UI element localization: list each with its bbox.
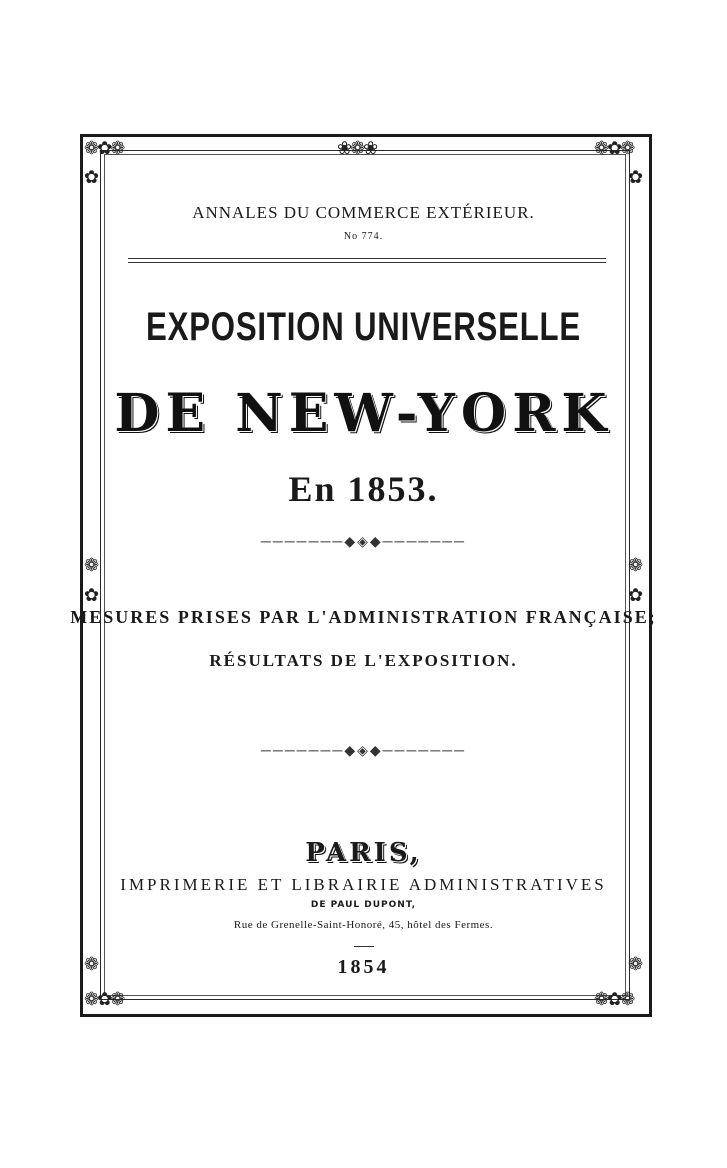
- imprint-address: Rue de Grenelle-Saint-Honoré, 45, hôtel des Fermes.: [233, 919, 494, 931]
- issue-number: No 774.: [343, 231, 384, 242]
- subtitle-line-1: MESURES PRISES PAR L'ADMINISTRATION FRANÇAISE;: [70, 607, 657, 627]
- title-line-1: EXPOSITION UNIVERSELLE: [146, 305, 581, 349]
- side-ornament-icon: ❁: [628, 954, 642, 974]
- top-center-ornament-icon: ❀❁❀: [337, 138, 377, 158]
- side-ornament-icon: ❁: [628, 555, 642, 575]
- corner-ornament-icon: ❁✿❁: [84, 138, 124, 158]
- corner-ornament-icon: ❁✿❁: [594, 138, 634, 158]
- corner-ornament-icon: ❁✿❁: [594, 989, 634, 1009]
- title-line-2: DE NEW-YORK: [114, 383, 613, 444]
- inner-border-thin: [104, 154, 626, 996]
- imprint-publisher: DE PAUL DUPONT,: [310, 900, 417, 910]
- side-ornament-icon: ✿: [628, 585, 642, 605]
- side-ornament-icon: ✿: [84, 585, 98, 605]
- side-ornament-icon: ✿: [84, 167, 98, 187]
- title-line-3: En 1853.: [288, 469, 439, 509]
- series-title: ANNALES DU COMMERCE EXTÉRIEUR.: [192, 203, 535, 222]
- subtitle-line-2: RÉSULTATS DE L'EXPOSITION.: [209, 651, 518, 670]
- imprint-printer: IMPRIMERIE ET LIBRAIRIE ADMINISTRATIVES: [120, 875, 607, 894]
- corner-ornament-icon: ❁✿❁: [84, 989, 124, 1009]
- side-ornament-icon: ❁: [84, 954, 98, 974]
- side-ornament-icon: ❁: [84, 555, 98, 575]
- imprint-city: PARIS,: [305, 838, 422, 868]
- divider-flourish-icon: ───────◆◈◆───────: [260, 535, 467, 550]
- divider-flourish-icon: ───────◆◈◆───────: [260, 744, 467, 759]
- side-ornament-icon: ✿: [628, 167, 642, 187]
- header-rule: [128, 258, 606, 263]
- imprint-year: 1854: [337, 956, 390, 978]
- imprint-dash: [354, 946, 374, 947]
